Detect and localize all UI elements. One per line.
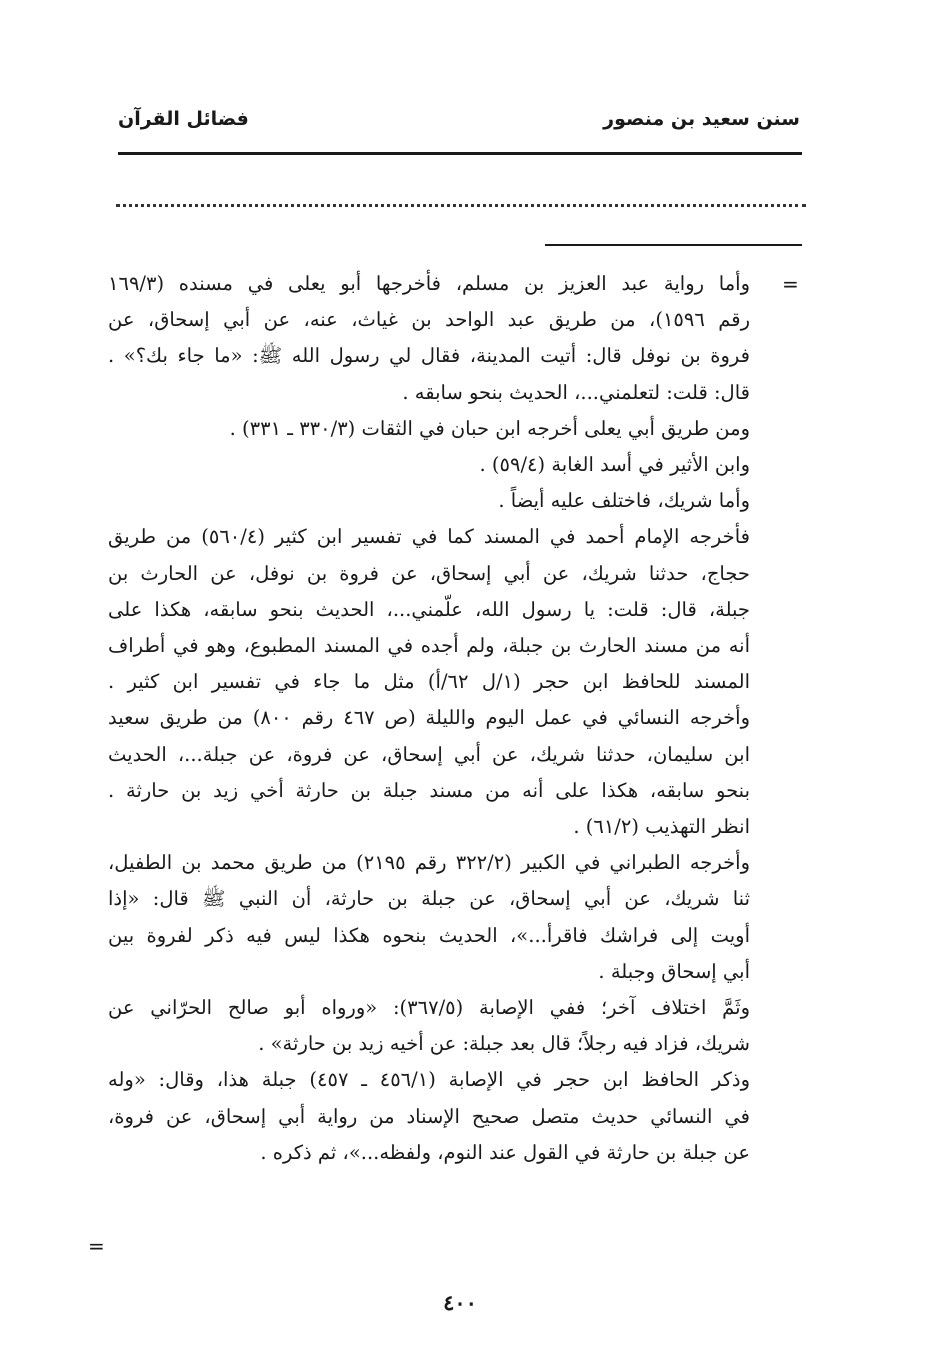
page-number: ٤٠٠	[443, 1290, 477, 1315]
footnote-line: قال: قلت: لتعلمني...، الحديث بنحو سابقه .	[402, 380, 750, 404]
footnote-text	[108, 266, 750, 1171]
footnote-line: ثنا شريك، عن أبي إسحاق، عن جبلة بن حارثة، أن النبي ﷺ قال: «إذا	[108, 887, 750, 911]
footnote-line: في النسائي حديث متصل صحيح الإسناد من رواية أبي إسحاق، عن فروة،	[108, 1104, 750, 1128]
footnote-line: أويت إلى فراشك فاقرأ...»، الحديث بنحوه هكذا ليس فيه ذكر لفروة بين	[108, 923, 750, 947]
footnote-line: ومن طريق أبي يعلى أخرجه ابن حبان في الثقات (٣٣٠/٣ ـ ٣٣١) .	[229, 416, 750, 440]
continued-to-mark: =	[88, 1234, 105, 1258]
footnote-line: وأما رواية عبد العزيز بن مسلم، فأخرجها أبو يعلى في مسنده (١٦٩/٣	[108, 272, 750, 295]
footnote-line: عن جبلة بن حارثة في القول عند النوم، ولفظه...»، ثم ذكره .	[260, 1140, 750, 1164]
footnote-line: أبي إسحاق وجبلة .	[598, 959, 750, 983]
footnote-line: حجاج، حدثنا شريك، عن أبي إسحاق، عن فروة بن نوفل، عن الحارث بن	[108, 561, 750, 585]
running-header	[118, 108, 800, 144]
footnote-line: فروة بن نوفل قال: أتيت المدينة، فقال لي رسول الله ﷺ: «ما جاء بك؟» .	[108, 344, 750, 368]
dotted-separator	[116, 204, 806, 207]
footnote-line: وابن الأثير في أسد الغابة (٥٩/٤) .	[479, 453, 750, 477]
footnote-line: أنه من مسند الحارث بن جبلة، ولم أجده في المسند المطبوع، وهو في أطراف	[108, 634, 750, 658]
footnote-line: شريك، فزاد فيه رجلاً؛ قال بعد جبلة: عن أخيه زيد بن حارثة» .	[258, 1032, 750, 1056]
footnote-rule	[545, 244, 802, 246]
footnote-line: جبلة، قال: قلت: يا رسول الله، علّمني...، الحديث بنحو سابقه، هكذا على	[108, 597, 750, 621]
footnote-line: وثَمَّ اختلاف آخر؛ ففي الإصابة (٣٦٧/٥): «ورواه أبو صالح الحرّاني عن	[108, 996, 751, 1020]
continued-from-mark: =	[782, 272, 799, 296]
footnote-line: وأخرجه النسائي في عمل اليوم والليلة (ص ٤٦٧ رقم ٨٠٠) من طريق سعيد	[108, 706, 750, 730]
footnote-line: رقم ١٥٩٦)، من طريق عبد الواحد بن غياث، عنه، عن أبي إسحاق، عن	[108, 308, 751, 332]
footnote-line: وأخرجه الطبراني في الكبير (٣٢٢/٢ رقم ٢١٩٥) من طريق محمد بن الطفيل،	[108, 851, 750, 875]
section-title: فضائل القرآن	[118, 108, 249, 130]
footnote-line: ابن سليمان، حدثنا شريك، عن أبي إسحاق، عن فروة، عن جبلة...، الحديث	[108, 742, 750, 766]
footnote-line: وذكر الحافظ ابن حجر في الإصابة (٤٥٦/١ ـ ٤٥٧) جبلة هذا، وقال: «وله	[108, 1068, 750, 1092]
footnote-line: فأخرجه الإمام أحمد في المسند كما في تفسير ابن كثير (٥٦٠/٤) من طريق	[108, 525, 750, 549]
footnote-line: بنحو سابقه، هكذا على أنه من مسند جبلة بن حارثة أخي زيد بن حارثة .	[108, 778, 750, 802]
footnote-line: وأما شريك، فاختلف عليه أيضاً .	[498, 489, 750, 513]
book-title: سنن سعيد بن منصور	[603, 108, 800, 130]
header-rule	[118, 152, 802, 155]
footnote-line: المسند للحافظ ابن حجر (١/ل ٦٢/أ) مثل ما جاء في تفسير ابن كثير .	[108, 670, 751, 694]
footnote-line: انظر التهذيب (٦١/٢) .	[573, 815, 750, 839]
